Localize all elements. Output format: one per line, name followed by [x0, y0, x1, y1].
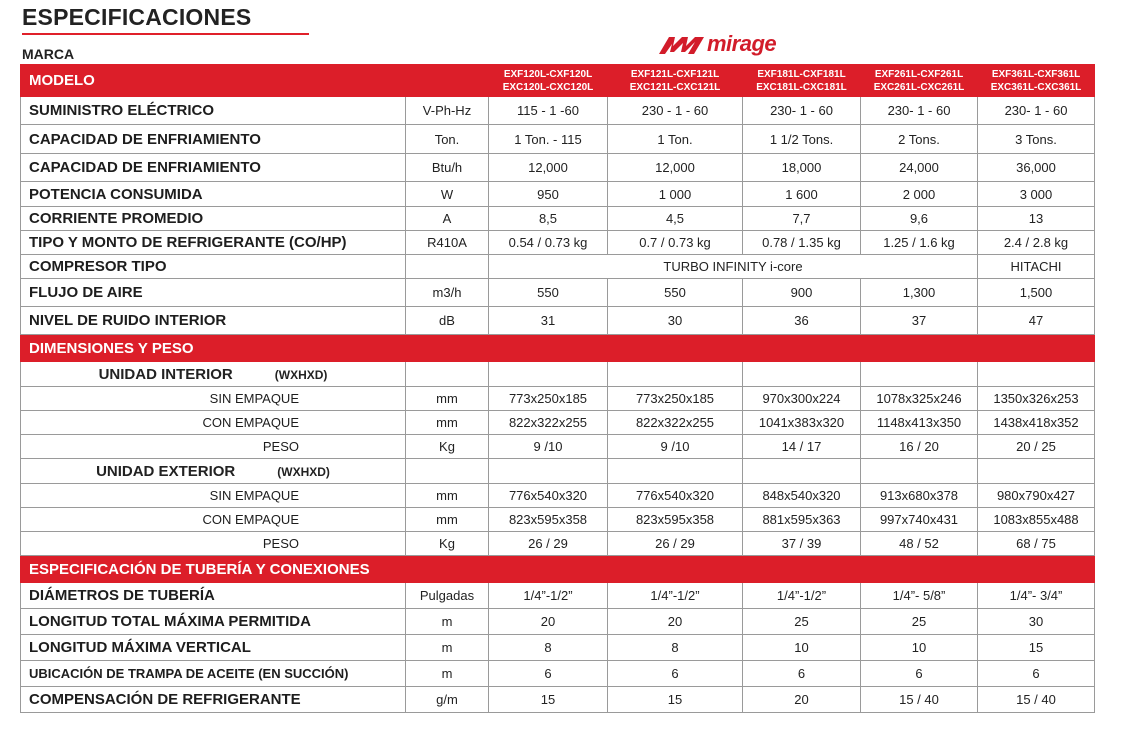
spec-value: 36 [743, 307, 861, 335]
dimension-value: 773x250x185 [608, 387, 743, 411]
spec-label: CAPACIDAD DE ENFRIAMIENTO [21, 154, 406, 182]
section-title-piping: ESPECIFICACIÓN DE TUBERÍA Y CONEXIONES [21, 556, 1095, 583]
spec-label: CORRIENTE PROMEDIO [21, 207, 406, 231]
empty-cell [489, 362, 608, 387]
spec-value: 36,000 [978, 154, 1095, 182]
empty-cell [608, 362, 743, 387]
spec-value: 0.7 / 0.73 kg [608, 231, 743, 255]
dimension-row-label: SIN EMPAQUE [21, 484, 406, 508]
empty-cell [406, 362, 489, 387]
piping-value: 20 [489, 609, 608, 635]
group-label: UNIDAD INTERIOR [98, 365, 233, 383]
spec-unit: dB [406, 307, 489, 335]
spec-value: 0.54 / 0.73 kg [489, 231, 608, 255]
dimension-value: 1148x413x350 [861, 411, 978, 435]
dimension-row-label: CON EMPAQUE [21, 411, 406, 435]
dimension-group-label [21, 362, 406, 387]
spec-value: 1 1/2 Tons. [743, 125, 861, 154]
spec-row [21, 125, 1095, 154]
dimension-value: 1083x855x488 [978, 508, 1095, 532]
spec-merged-value: TURBO INFINITY i-core [489, 255, 978, 279]
spec-value: 8,5 [489, 207, 608, 231]
piping-value: 8 [489, 635, 608, 661]
spec-value: 230 - 1 - 60 [608, 97, 743, 125]
empty-cell [978, 362, 1095, 387]
dimension-group-row [21, 459, 1095, 484]
piping-label: DIÁMETROS DE TUBERÍA [21, 583, 406, 609]
empty-cell [489, 459, 608, 484]
mirage-m-icon [657, 34, 709, 56]
spec-value: 2 Tons. [861, 125, 978, 154]
dimension-value: 9 /10 [489, 435, 608, 459]
dimension-value: 822x322x255 [489, 411, 608, 435]
dimension-value: 20 / 25 [978, 435, 1095, 459]
dimension-unit: Kg [406, 435, 489, 459]
spec-value: 30 [608, 307, 743, 335]
piping-row [21, 635, 1095, 661]
dimension-row-label: PESO [21, 435, 406, 459]
piping-value: 10 [861, 635, 978, 661]
piping-row [21, 583, 1095, 609]
dimension-value: 14 / 17 [743, 435, 861, 459]
spec-value: 9,6 [861, 207, 978, 231]
spec-unit: A [406, 207, 489, 231]
piping-value: 15 [489, 687, 608, 713]
spec-table [20, 64, 1095, 713]
spec-value: 1,300 [861, 279, 978, 307]
dimension-row [21, 435, 1095, 459]
dimension-unit: mm [406, 484, 489, 508]
model-name-line1: EXF181L-CXF181L [757, 68, 846, 80]
spec-value: 13 [978, 207, 1095, 231]
dimension-value: 68 / 75 [978, 532, 1095, 556]
spec-value: 18,000 [743, 154, 861, 182]
piping-value: 15 / 40 [861, 687, 978, 713]
piping-value: 30 [978, 609, 1095, 635]
title-underline [22, 33, 309, 35]
empty-cell [406, 459, 489, 484]
dimension-row [21, 532, 1095, 556]
spec-value: 7,7 [743, 207, 861, 231]
dimension-value: 913x680x378 [861, 484, 978, 508]
dimension-value: 16 / 20 [861, 435, 978, 459]
dimension-row-label: SIN EMPAQUE [21, 387, 406, 411]
spec-unit [406, 255, 489, 279]
logo-wordmark: mirage [707, 31, 777, 56]
spec-unit: V-Ph-Hz [406, 97, 489, 125]
empty-cell [978, 459, 1095, 484]
dimension-value: 823x595x358 [489, 508, 608, 532]
model-name-cell [608, 65, 743, 97]
dimension-value: 822x322x255 [608, 411, 743, 435]
model-name-line2: EXC121L-CXC121L [629, 81, 721, 93]
piping-value: 15 [608, 687, 743, 713]
model-name-cell [489, 65, 608, 97]
dimension-row-label: PESO [21, 532, 406, 556]
spec-value: 2.4 / 2.8 kg [978, 231, 1095, 255]
empty-cell [743, 459, 861, 484]
model-name-cell [743, 65, 861, 97]
dimension-value: 997x740x431 [861, 508, 978, 532]
piping-unit: Pulgadas [406, 583, 489, 609]
spec-value: 230- 1 - 60 [743, 97, 861, 125]
spec-value: 1.25 / 1.6 kg [861, 231, 978, 255]
model-name-line1: EXF120L-CXF120L [503, 68, 593, 80]
dimension-value: 1350x326x253 [978, 387, 1095, 411]
piping-value: 6 [743, 661, 861, 687]
empty-cell [861, 459, 978, 484]
group-label: UNIDAD EXTERIOR [96, 462, 236, 480]
model-name-line1: EXF361L-CXF361L [991, 68, 1081, 80]
spec-value: 1 600 [743, 182, 861, 207]
piping-value: 10 [743, 635, 861, 661]
model-name-line1: EXF261L-CXF261L [874, 68, 964, 80]
piping-value: 1/4”-1/2” [743, 583, 861, 609]
spec-value: 47 [978, 307, 1095, 335]
spec-value: 1,500 [978, 279, 1095, 307]
piping-unit: g/m [406, 687, 489, 713]
page-title: ESPECIFICACIONES [22, 4, 252, 30]
dimension-value: 1078x325x246 [861, 387, 978, 411]
piping-value: 8 [608, 635, 743, 661]
spec-value: 550 [608, 279, 743, 307]
model-name-line2: EXC181L-CXC181L [756, 81, 847, 93]
spec-value: 0.78 / 1.35 kg [743, 231, 861, 255]
model-name-cell [978, 65, 1095, 97]
spec-row [21, 307, 1095, 335]
model-label: MODELO [21, 65, 489, 97]
dimension-group-label [21, 459, 406, 484]
section-header-dimensions [21, 335, 1095, 362]
model-name-line1: EXF121L-CXF121L [630, 68, 720, 80]
piping-unit: m [406, 635, 489, 661]
empty-cell [608, 459, 743, 484]
piping-value: 6 [489, 661, 608, 687]
piping-value: 6 [978, 661, 1095, 687]
spec-value: 1 Ton. [608, 125, 743, 154]
spec-value: 230- 1 - 60 [978, 97, 1095, 125]
dimension-value: 26 / 29 [608, 532, 743, 556]
spec-value: HITACHI [978, 255, 1095, 279]
dimension-note: (WXHXD) [274, 367, 328, 382]
dimension-value: 37 / 39 [743, 532, 861, 556]
piping-value: 25 [861, 609, 978, 635]
model-header-row [21, 65, 1095, 97]
piping-label: COMPENSACIÓN DE REFRIGERANTE [21, 687, 406, 713]
model-name-line2: EXC120L-CXC120L [502, 81, 594, 93]
spec-value: 950 [489, 182, 608, 207]
spec-unit: m3/h [406, 279, 489, 307]
dimension-value: 773x250x185 [489, 387, 608, 411]
spec-row [21, 279, 1095, 307]
spec-value: 37 [861, 307, 978, 335]
dimension-value: 776x540x320 [489, 484, 608, 508]
piping-row [21, 687, 1095, 713]
piping-value: 1/4”-1/2” [489, 583, 608, 609]
dimension-value: 776x540x320 [608, 484, 743, 508]
dimension-note: (WXHXD) [277, 464, 330, 479]
spec-row [21, 255, 1095, 279]
spec-row [21, 207, 1095, 231]
spec-unit: Btu/h [406, 154, 489, 182]
spec-label: COMPRESOR TIPO [21, 255, 406, 279]
spec-row [21, 154, 1095, 182]
dimension-unit: mm [406, 411, 489, 435]
dimension-value: 48 / 52 [861, 532, 978, 556]
dimension-value: 980x790x427 [978, 484, 1095, 508]
section-title-dimensions: DIMENSIONES Y PESO [21, 335, 1095, 362]
model-name-line2: EXC261L-CXC261L [873, 81, 965, 93]
spec-label: SUMINISTRO ELÉCTRICO [21, 97, 406, 125]
dimension-value: 1041x383x320 [743, 411, 861, 435]
dimension-unit: mm [406, 387, 489, 411]
piping-label: UBICACIÓN DE TRAMPA DE ACEITE (EN SUCCIÓN) [21, 661, 406, 687]
dimension-row [21, 387, 1095, 411]
spec-value: 12,000 [608, 154, 743, 182]
spec-row [21, 97, 1095, 125]
spec-label: TIPO Y MONTO DE REFRIGERANTE (CO/HP) [21, 231, 406, 255]
dimension-row [21, 508, 1095, 532]
piping-value: 25 [743, 609, 861, 635]
dimension-unit: Kg [406, 532, 489, 556]
piping-value: 1/4”-1/2” [608, 583, 743, 609]
spec-value: 115 - 1 -60 [489, 97, 608, 125]
spec-row [21, 231, 1095, 255]
piping-label: LONGITUD TOTAL MÁXIMA PERMITIDA [21, 609, 406, 635]
spec-unit: Ton. [406, 125, 489, 154]
section-header-piping [21, 556, 1095, 583]
dimension-row-label: CON EMPAQUE [21, 508, 406, 532]
piping-value: 6 [861, 661, 978, 687]
dimension-value: 848x540x320 [743, 484, 861, 508]
piping-unit: m [406, 661, 489, 687]
dimension-value: 970x300x224 [743, 387, 861, 411]
dimension-value: 26 / 29 [489, 532, 608, 556]
spec-value: 230- 1 - 60 [861, 97, 978, 125]
mirage-logo [657, 31, 817, 59]
piping-value: 20 [608, 609, 743, 635]
spec-value: 550 [489, 279, 608, 307]
spec-value: 3 000 [978, 182, 1095, 207]
spec-row [21, 182, 1095, 207]
spec-label: FLUJO DE AIRE [21, 279, 406, 307]
spec-label: POTENCIA CONSUMIDA [21, 182, 406, 207]
piping-value: 15 / 40 [978, 687, 1095, 713]
dimension-group-row [21, 362, 1095, 387]
spec-value: 3 Tons. [978, 125, 1095, 154]
dimension-row [21, 411, 1095, 435]
model-name-line2: EXC361L-CXC361L [990, 81, 1082, 93]
piping-value: 15 [978, 635, 1095, 661]
piping-row [21, 609, 1095, 635]
spec-unit: R410A [406, 231, 489, 255]
spec-value: 4,5 [608, 207, 743, 231]
spec-value: 900 [743, 279, 861, 307]
spec-value: 1 Ton. - 115 [489, 125, 608, 154]
spec-label: NIVEL DE RUIDO INTERIOR [21, 307, 406, 335]
spec-value: 1 000 [608, 182, 743, 207]
spec-value: 12,000 [489, 154, 608, 182]
spec-value: 2 000 [861, 182, 978, 207]
dimension-value: 881x595x363 [743, 508, 861, 532]
empty-cell [861, 362, 978, 387]
piping-unit: m [406, 609, 489, 635]
piping-value: 1/4”- 3/4” [978, 583, 1095, 609]
spec-value: 24,000 [861, 154, 978, 182]
empty-cell [743, 362, 861, 387]
spec-unit: W [406, 182, 489, 207]
piping-row [21, 661, 1095, 687]
model-name-cell [861, 65, 978, 97]
dimension-unit: mm [406, 508, 489, 532]
spec-value: 31 [489, 307, 608, 335]
brand-label: MARCA [22, 46, 75, 62]
piping-label: LONGITUD MÁXIMA VERTICAL [21, 635, 406, 661]
piping-value: 20 [743, 687, 861, 713]
dimension-value: 1438x418x352 [978, 411, 1095, 435]
dimension-row [21, 484, 1095, 508]
piping-value: 6 [608, 661, 743, 687]
spec-label: CAPACIDAD DE ENFRIAMIENTO [21, 125, 406, 154]
piping-value: 1/4”- 5/8” [861, 583, 978, 609]
dimension-value: 823x595x358 [608, 508, 743, 532]
dimension-value: 9 /10 [608, 435, 743, 459]
